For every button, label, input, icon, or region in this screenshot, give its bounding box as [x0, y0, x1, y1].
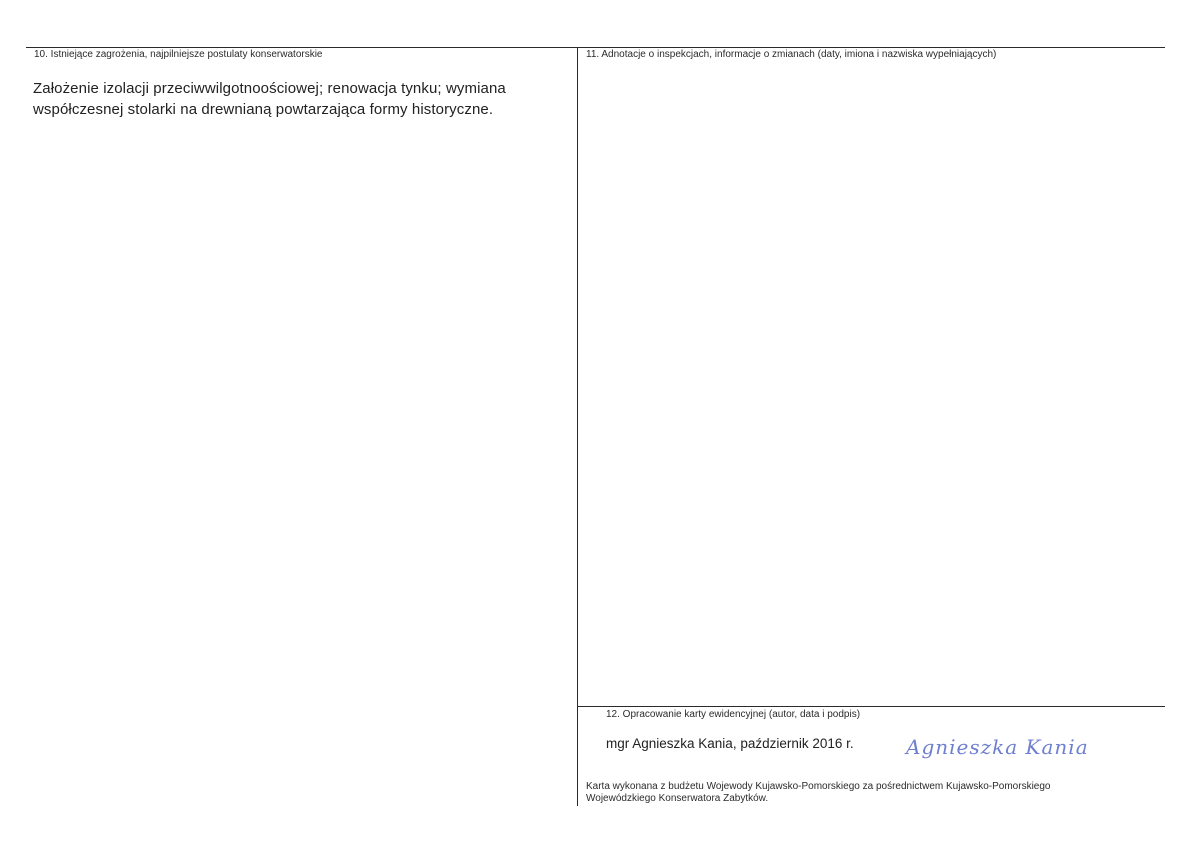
section10-content: Założenie izolacji przeciwwilgotnoościowej; renowacja tynku; wymiana współczesnej stolarki na drewnianą powtarzająca formy historyczne. — [33, 80, 506, 118]
column-divider — [577, 47, 578, 806]
section12-rule — [577, 706, 1165, 707]
section11-heading: 11. Adnotacje o inspekcjach, informacje o zmianach (daty, imiona i nazwiska wypełniających) — [586, 49, 997, 60]
handwritten-signature — [902, 726, 1132, 766]
footer-note — [586, 781, 1156, 805]
footer-line-1: Karta wykonana z budżetu Wojewody Kujawsko-Pomorskiego za pośrednictwem Kujawsko-Pomorskiego — [586, 781, 1051, 792]
section10-heading: 10. Istniejące zagrożenia, najpilniejsze postulaty konserwatorskie — [34, 49, 323, 60]
signature-glyphs: Agnieszka Kania — [906, 735, 1089, 759]
top-rule — [26, 47, 1165, 48]
author-line: mgr Agnieszka Kania, październik 2016 r. — [606, 736, 854, 751]
footer-line-2: Wojewódzkiego Konserwatora Zabytków. — [586, 793, 769, 804]
section12-heading: 12. Opracowanie karty ewidencyjnej (autor, data i podpis) — [606, 709, 861, 720]
